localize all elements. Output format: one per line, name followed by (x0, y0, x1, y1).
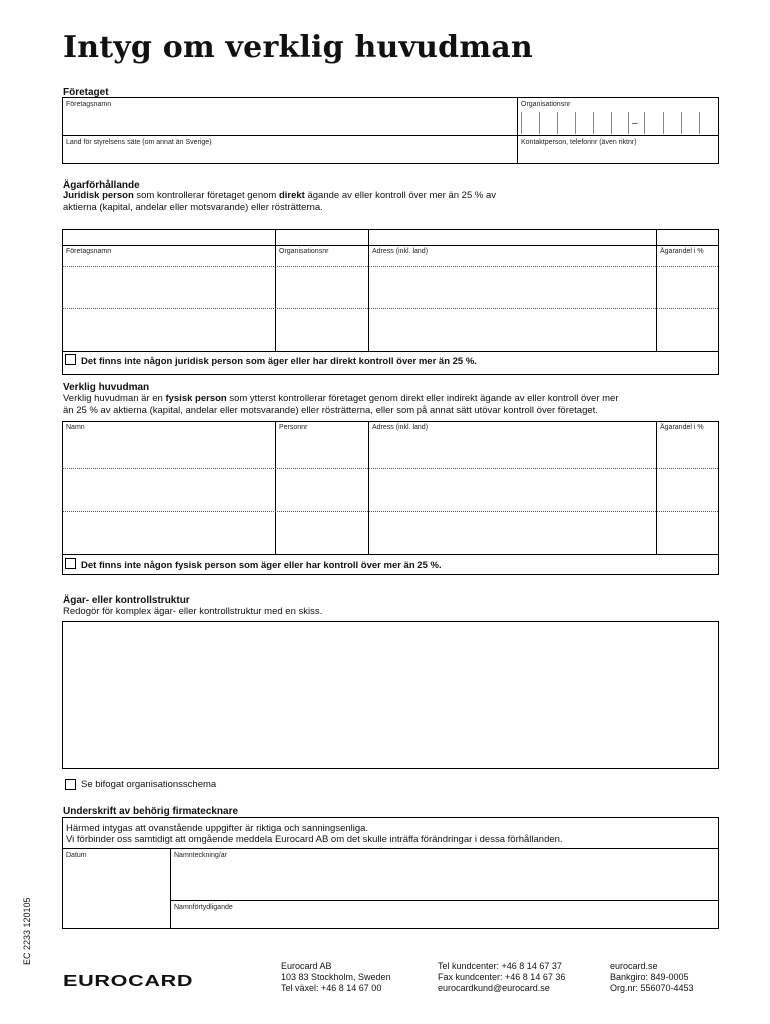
beneficial-col-div2 (368, 421, 369, 554)
beneficial-rows-area[interactable] (63, 434, 274, 552)
company-orgnr-label: Organisationsnr (521, 101, 571, 108)
ownership-col-div2 (368, 229, 369, 351)
company-row-line (62, 135, 719, 136)
org-chart-label: Se bifogat organisationsschema (81, 779, 217, 790)
footer-email: eurocardkund@eurocard.se (438, 983, 550, 993)
clarify-field[interactable] (171, 913, 718, 928)
beneficial-col-div1 (275, 421, 276, 554)
signature-heading: Underskrift av behörig firmatecknare (63, 806, 239, 817)
structure-sketch-area[interactable] (62, 621, 719, 769)
beneficial-text-line2: än 25 % av aktierna (kapital, andelar eller motsvarande) eller rösträtterna, eller som på annat sätt utövar kontroll över företaget. (63, 405, 598, 416)
form-code: EC 2233 120105 (22, 897, 32, 965)
signature-line1: Härmed intygas att ovanstående uppgifter är riktiga och sanningsenliga. (66, 823, 369, 834)
beneficial-none-label: Det finns inte någon fysisk person som äger eller har kontroll över mer än 25 %. (81, 560, 442, 571)
footer-phone: Tel kundcenter: +46 8 14 67 37 (438, 961, 562, 971)
ownership-col-address: Adress (inkl. land) (372, 248, 429, 255)
contact-label: Kontaktperson, telefonnr (även riktnr) (521, 139, 637, 146)
orgnr-part2-field[interactable] (644, 112, 718, 134)
structure-heading: Ägar- eller kontrollstruktur (63, 595, 190, 606)
footer-contact (438, 961, 565, 994)
ownership-none-label: Det finns inte någon juridisk person som äger eller har direkt kontroll över mer än 25 %. (81, 356, 477, 367)
footer-postal: 103 83 Stockholm, Sweden (281, 972, 391, 982)
beneficial-col-address: Adress (inkl. land) (372, 424, 429, 431)
ownership-checkbox-line (62, 351, 719, 352)
signature-field[interactable] (171, 862, 718, 899)
beneficial-col-div3 (656, 421, 657, 554)
company-name-field[interactable] (63, 112, 515, 134)
footer-web (610, 961, 694, 994)
footer-address (281, 961, 391, 994)
beneficial-none-checkbox[interactable] (65, 558, 76, 569)
eurocard-logo: EUROCARD (63, 973, 194, 990)
contact-field[interactable] (518, 149, 718, 163)
ownership-table-top (62, 229, 719, 230)
footer-website: eurocard.se (610, 961, 658, 971)
company-name-label: Företagsnamn (66, 101, 112, 108)
footer-company: Eurocard AB (281, 961, 332, 971)
ownership-heading: Ägarförhållande (63, 180, 140, 191)
beneficial-text-line1: Verklig huvudman är en fysisk person som ytterst kontrollerar företaget genom direkt eller indirekt ägande av eller kontroll över mer (63, 393, 619, 404)
ownership-text-line2: aktierna (kapital, andelar eller motsvarande) eller rösträtterna. (63, 202, 323, 213)
ownership-rows-area[interactable] (63, 259, 274, 349)
beneficial-col-name: Namn (66, 424, 85, 431)
footer-switchboard: Tel växel: +46 8 14 67 00 (281, 983, 382, 993)
clarify-label: Namnförtydligande (174, 904, 233, 911)
ownership-none-checkbox[interactable] (65, 354, 76, 365)
structure-subtext: Redogör för komplex ägar- eller kontrollstruktur med en skiss. (63, 606, 323, 617)
signature-clarify-line (170, 900, 719, 901)
ownership-table-rightcap (718, 229, 719, 245)
ownership-col-div3 (656, 229, 657, 351)
signature-label: Namnteckning/ar (174, 852, 227, 859)
country-label: Land för styrelsens säte (om annat än Sverige) (66, 139, 212, 146)
date-field[interactable] (63, 862, 169, 928)
ownership-col-orgnr: Organisationsnr (279, 248, 329, 255)
org-chart-checkbox[interactable] (65, 779, 76, 790)
company-heading: Företaget (63, 87, 109, 98)
ownership-col-share: Ägarandel i % (660, 248, 704, 255)
footer-bankgiro: Bankgiro: 849-0005 (610, 972, 689, 982)
ownership-col-div1 (275, 229, 276, 351)
beneficial-col-personnr: Personnr (279, 424, 308, 431)
footer-orgnr: Org.nr: 556070-4453 (610, 983, 694, 993)
signature-line2: Vi förbinder oss samtidigt att omgående meddela Eurocard AB om det skulle inträffa förändringar i dessa förhållanden. (66, 834, 563, 845)
country-field[interactable] (63, 149, 515, 163)
ownership-col-name: Företagsnamn (66, 248, 112, 255)
signature-row-line (62, 848, 719, 849)
orgnr-part1-field[interactable] (521, 112, 629, 134)
footer-fax: Fax kundcenter: +46 8 14 67 36 (438, 972, 566, 982)
beneficial-col-share: Ägarandel i % (660, 424, 704, 431)
ownership-text-line1: Juridisk person som kontrollerar företaget genom direkt ägande av eller kontroll över mer än 25 % av (63, 190, 497, 201)
beneficial-checkbox-line (62, 554, 719, 555)
page-title: Intyg om verklig huvudman (63, 30, 533, 65)
ownership-table-leftcap (62, 229, 63, 245)
orgnr-dash: – (632, 118, 638, 129)
beneficial-heading: Verklig huvudman (63, 382, 150, 393)
date-label: Datum (66, 852, 87, 859)
